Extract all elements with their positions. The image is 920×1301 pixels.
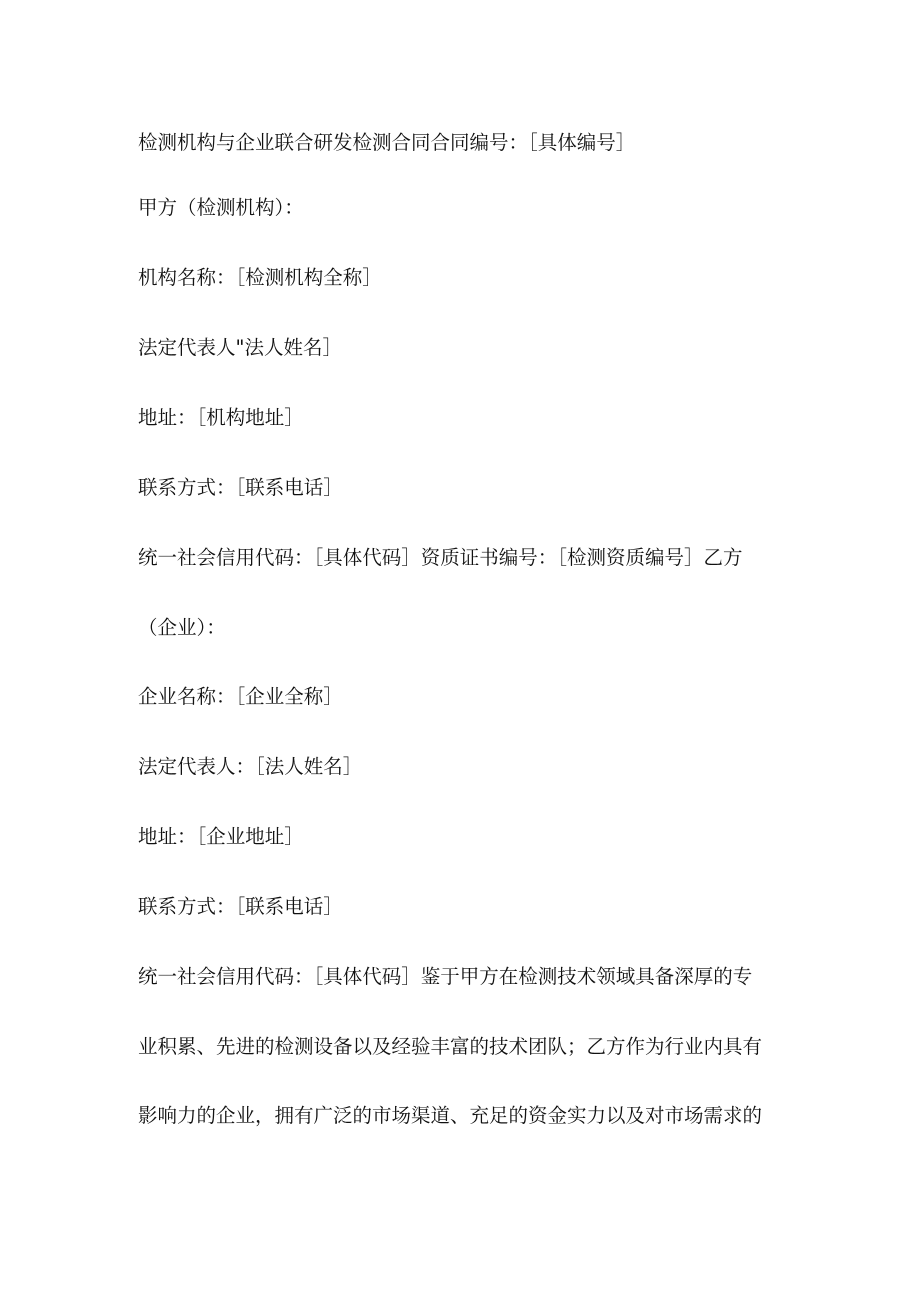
party-a-heading: 甲方（检测机构）： — [138, 196, 304, 219]
party-a-contact-line: 联系方式：［联系电话］ — [138, 476, 343, 499]
party-b-representative-line: 法定代表人：［法人姓名］ — [138, 755, 363, 778]
party-a-address-line: 地址：［机构地址］ — [138, 406, 304, 429]
party-b-credit-code-line: 统一社会信用代码：［具体代码］鉴于甲方在检测技术领域具备深厚的专 — [138, 965, 753, 988]
party-b-address-line: 地址：［企业地址］ — [138, 825, 304, 848]
party-a-credit-code-line: 统一社会信用代码：［具体代码］资质证书编号：［检测资质编号］乙方 — [138, 546, 743, 569]
body-text-line: 影响力的企业，拥有广泛的市场渠道、充足的资金实力以及对市场需求的 — [138, 1104, 763, 1127]
party-b-contact-line: 联系方式：［联系电话］ — [138, 895, 343, 918]
party-b-name-line: 企业名称：［企业全称］ — [138, 685, 343, 708]
contract-title-line: 检测机构与企业联合研发检测合同合同编号：［具体编号］ — [138, 131, 636, 154]
party-a-representative-line: 法定代表人"法人姓名］ — [138, 336, 342, 359]
party-a-name-line: 机构名称：［检测机构全称］ — [138, 266, 382, 289]
party-b-heading: （企业）： — [138, 616, 226, 639]
body-text-line: 业积累、先进的检测设备以及经验丰富的技术团队；乙方作为行业内具有 — [138, 1035, 763, 1058]
